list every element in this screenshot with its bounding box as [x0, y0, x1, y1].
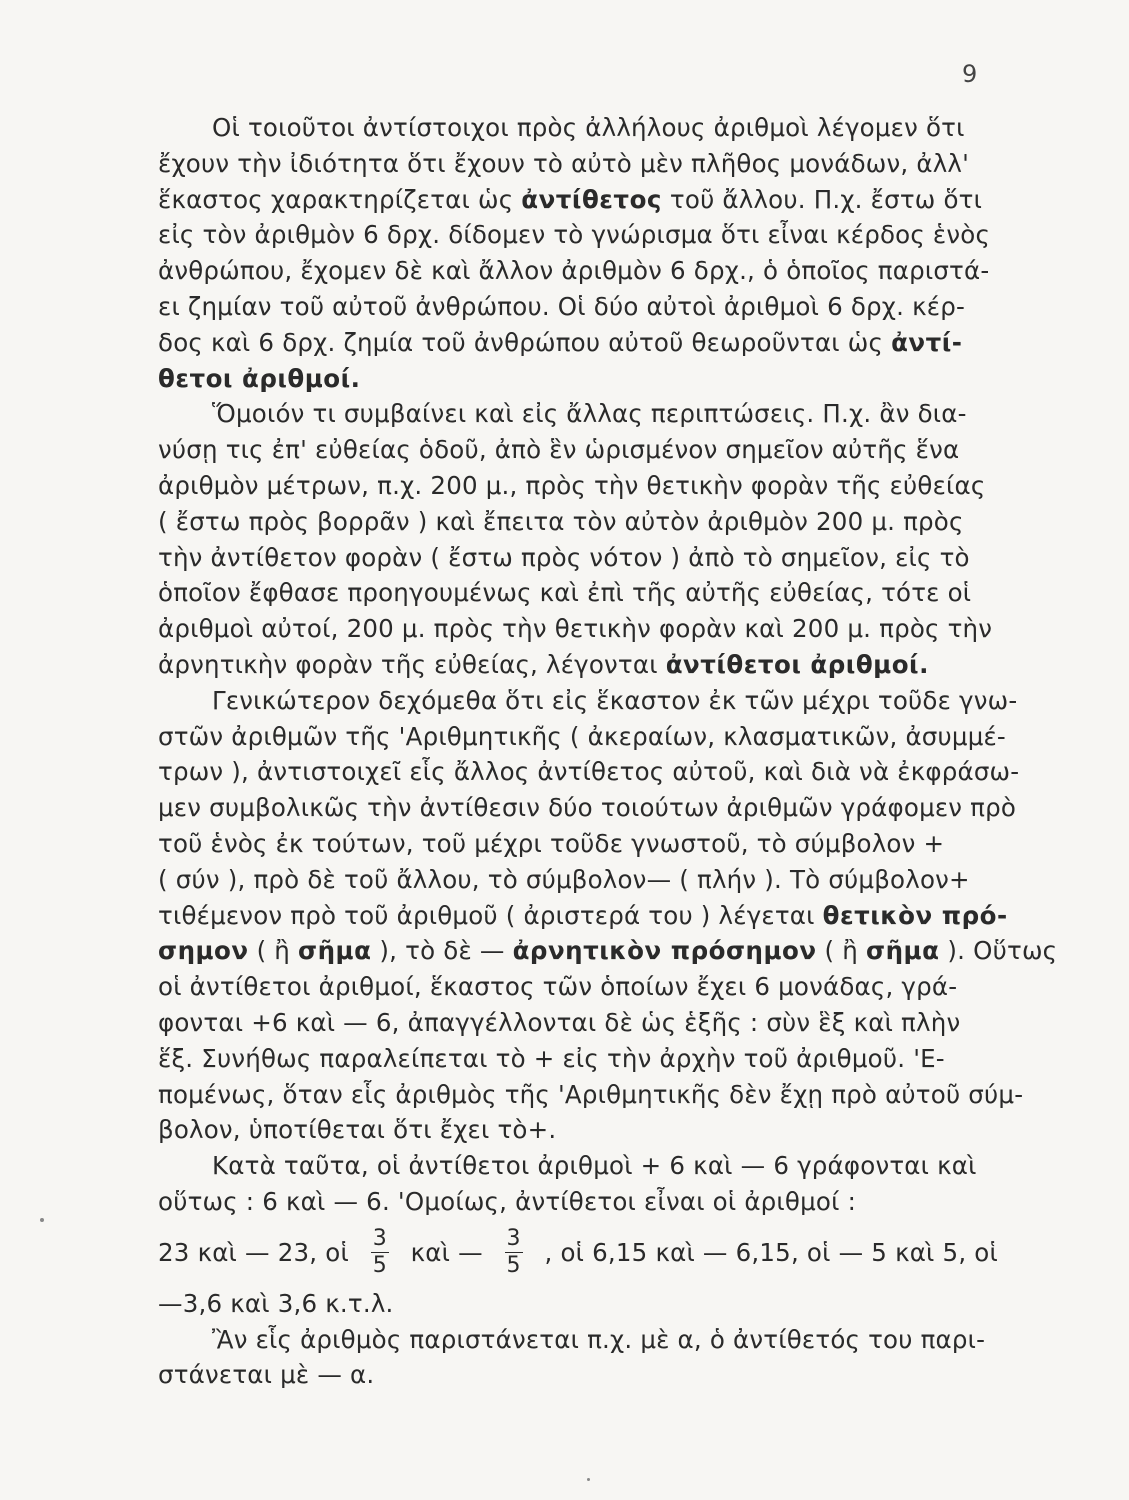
line-text: Οἱ τοιοῦτοι ἀντίστοιχοι πρὸς ἀλλήλους ἀριθμοὶ λέγομεν ὅτι	[212, 113, 965, 142]
fraction	[505, 1225, 523, 1279]
line-text: τοῦ ἑνὸς ἐκ τούτων, τοῦ μέχρι τοῦδε γνωστοῦ, τὸ σύμβολον +	[158, 828, 945, 858]
text-line	[158, 504, 998, 540]
text-line	[158, 969, 998, 1005]
text-line	[158, 1005, 998, 1041]
line-text: ἀριθμὸν μέτρων, π.χ. 200 μ., πρὸς τὴν θετικὴν φορὰν τῆς εὐθείας	[158, 470, 986, 500]
text-line	[158, 790, 1017, 826]
text-line	[158, 611, 998, 647]
text-line	[158, 468, 998, 504]
text-line	[158, 719, 1006, 755]
line-text: τοῦ ἄλλου. Π.χ. ἔστω ὅτι	[661, 184, 983, 214]
line-text: τιθέμενον πρὸ τοῦ ἀριθμοῦ ( ἀριστερά του ) λέγεται	[158, 900, 823, 930]
line-text: ἕξ. Συνήθως παραλείπεται τὸ + εἰς τὴν ἀρχὴν τοῦ ἀριθμοῦ. 'Ε-	[158, 1043, 945, 1073]
text-line	[158, 325, 998, 361]
fraction-denominator: 5	[506, 1253, 521, 1279]
line-text: , οἱ 6,15 καὶ — 6,15, οἱ — 5 καὶ 5, οἱ	[544, 1237, 998, 1267]
line-text: ἀνθρώπου, ἔχομεν δὲ καὶ ἄλλον ἀριθμὸν 6 δρχ., ὁ ὁποῖος παριστά-	[158, 256, 990, 286]
line-text: 23 καὶ — 23, οἱ	[158, 1237, 349, 1267]
line-text: ἀριθμοὶ αὐτοί, 200 μ. πρὸς τὴν θετικὴν φορὰν καὶ 200 μ. πρὸς τὴν	[158, 614, 993, 644]
text-line	[158, 253, 998, 289]
page-number: 9	[962, 60, 978, 88]
line-text: ( ἢ	[248, 936, 299, 966]
line-text: ἀρνητικὴν φορὰν τῆς εὐθείας, λέγονται	[158, 649, 666, 679]
paragraph-4	[158, 1148, 998, 1321]
bold-term: θετοι ἀριθμοί.	[158, 363, 361, 393]
text-line	[158, 898, 1008, 934]
line-text: καὶ —	[410, 1237, 483, 1267]
bold-term: σῆμα	[866, 936, 940, 966]
line-text: ( ἔστω πρὸς βορρᾶν ) καὶ ἔπειτα τὸν αὐτὸν ἀριθμὸν 200 μ. πρὸς	[158, 506, 964, 536]
line-text: —3,6 καὶ 3,6 κ.τ.λ.	[158, 1288, 394, 1318]
text-line	[158, 289, 998, 325]
line-text: δος καὶ 6 δρχ. ζημία τοῦ ἀνθρώπου αὐτοῦ θεωροῦνται ὡς	[158, 327, 892, 357]
page-body	[158, 110, 1058, 1393]
text-line	[158, 1112, 998, 1148]
line-text: Ἂν εἷς ἀριθμὸς παριστάνεται π.χ. μὲ α, ὁ ἀντίθετός του παρι-	[212, 1324, 986, 1354]
line-text: ). Οὕτως	[939, 936, 1058, 966]
text-line	[158, 361, 998, 397]
fraction-denominator: 5	[372, 1253, 387, 1279]
text-line	[158, 1148, 998, 1184]
line-text: ἔχουν τὴν ἰδιότητα ὅτι ἔχουν τὸ αὐτὸ μὲν πλῆθος μονάδων, ἀλλ'	[158, 148, 970, 178]
paper-speck	[587, 1478, 590, 1481]
line-text: βολον, ὑποτίθεται ὅτι ἔχει τὸ+.	[158, 1115, 557, 1145]
text-line	[158, 647, 998, 683]
text-line	[158, 432, 998, 468]
bold-term: ἀντί-	[891, 327, 963, 357]
bold-term: ἀντίθετοι ἀριθμοί.	[665, 649, 929, 679]
line-text: στάνεται μὲ — α.	[158, 1360, 375, 1390]
line-text: νύσῃ τις ἐπ' εὐθείας ὁδοῦ, ἀπὸ ἓν ὡρισμένον σημεῖον αὐτῆς ἕνα	[158, 435, 960, 465]
line-text: φονται +6 καὶ — 6, ἀπαγγέλλονται δὲ ὡς ἑξῆς : σὺν ἓξ καὶ πλὴν	[158, 1007, 961, 1037]
line-text: οἱ ἀντίθετοι ἀριθμοί, ἕκαστος τῶν ὁποίων ἔχει 6 μονάδας, γρά-	[158, 972, 958, 1002]
bold-term: θετικὸν πρό-	[822, 900, 1008, 930]
fraction-numerator: 3	[372, 1225, 387, 1251]
line-text: ), τὸ δὲ —	[371, 936, 513, 966]
text-line	[158, 862, 998, 898]
line-text: Ὅμοιόν τι συμβαίνει καὶ εἰς ἄλλας περιπτώσεις. Π.χ. ἂν δια-	[212, 399, 967, 429]
line-text: οὕτως : 6 καὶ — 6. 'Ομοίως, ἀντίθετοι εἶναι οἱ ἀριθμοί :	[158, 1186, 857, 1216]
line-text: ὁποῖον ἔφθασε προηγουμένως καὶ ἐπὶ τῆς αὐτῆς εὐθείας, τότε οἱ	[158, 578, 972, 608]
line-text: Γενικώτερον δεχόμεθα ὅτι εἰς ἕκαστον ἐκ τῶν μέχρι τοῦδε γνω-	[212, 685, 1018, 715]
line-text: τὴν ἀντίθετον φορὰν ( ἔστω πρὸς νότον ) ἀπὸ τὸ σημεῖον, εἰς τὸ	[158, 542, 970, 572]
text-line	[158, 683, 1018, 719]
bold-term: ἀρνητικὸν πρόσημον	[512, 936, 817, 966]
text-line	[158, 110, 998, 146]
bold-term: σημον	[158, 936, 249, 966]
fraction-numerator: 3	[506, 1225, 521, 1251]
line-text: εἰς τὸν ἀριθμὸν 6 δρχ. δίδομεν τὸ γνώρισμα ὅτι εἶναι κέρδος ἑνὸς	[158, 220, 991, 250]
bold-term: σῆμα	[298, 936, 372, 966]
line-text: στῶν ἀριθμῶν τῆς 'Αριθμητικῆς ( ἀκεραίων, κλασματικῶν, ἀσυμμέ-	[158, 721, 1006, 751]
line-text: μεν συμβολικῶς τὴν ἀντίθεσιν δύο τοιούτων ἀριθμῶν γράφομεν πρὸ	[158, 793, 1017, 823]
text-line	[158, 396, 998, 432]
paper-speck	[40, 1218, 44, 1222]
fraction-line	[158, 1224, 998, 1282]
text-line	[158, 540, 998, 576]
text-line	[158, 1184, 998, 1220]
line-text: ( σύν ), πρὸ δὲ τοῦ ἄλλου, τὸ σύμβολον— ( πλήν ). Τὸ σύμβολον+	[158, 864, 970, 894]
text-line	[158, 146, 998, 182]
paragraph-3	[158, 683, 1058, 1148]
text-line	[158, 182, 998, 218]
bold-term: ἀντίθετος	[521, 184, 662, 214]
text-line	[158, 1077, 1024, 1113]
text-line	[158, 575, 998, 611]
text-line	[158, 217, 998, 253]
line-text: ( ἢ	[816, 936, 867, 966]
line-text: Κατὰ ταῦτα, οἱ ἀντίθετοι ἀριθμοὶ + 6 καὶ — 6 γράφονται καὶ	[212, 1151, 977, 1181]
paragraph-5	[158, 1322, 998, 1394]
line-text: τρων ), ἀντιστοιχεῖ εἷς ἄλλος ἀντίθετος αὐτοῦ, καὶ διὰ νὰ ἐκφράσω-	[158, 757, 1020, 787]
text-line	[158, 1357, 998, 1393]
paragraph-1	[158, 110, 998, 396]
text-line	[158, 826, 998, 862]
text-line	[158, 754, 1020, 790]
line-text: πομένως, ὅταν εἷς ἀριθμὸς τῆς 'Αριθμητικῆς δὲν ἔχῃ πρὸ αὐτοῦ σύμ-	[158, 1079, 1024, 1109]
line-text: ἕκαστος χαρακτηρίζεται ὡς	[158, 184, 522, 214]
text-line	[158, 1322, 998, 1358]
paragraph-2	[158, 396, 998, 682]
text-line	[158, 1041, 998, 1077]
text-line	[158, 933, 1058, 969]
text-line	[158, 1286, 998, 1322]
fraction	[371, 1225, 389, 1279]
line-text: ει ζημίαν τοῦ αὐτοῦ ἀνθρώπου. Οἱ δύο αὐτοὶ ἀριθμοὶ 6 δρχ. κέρ-	[158, 291, 965, 321]
